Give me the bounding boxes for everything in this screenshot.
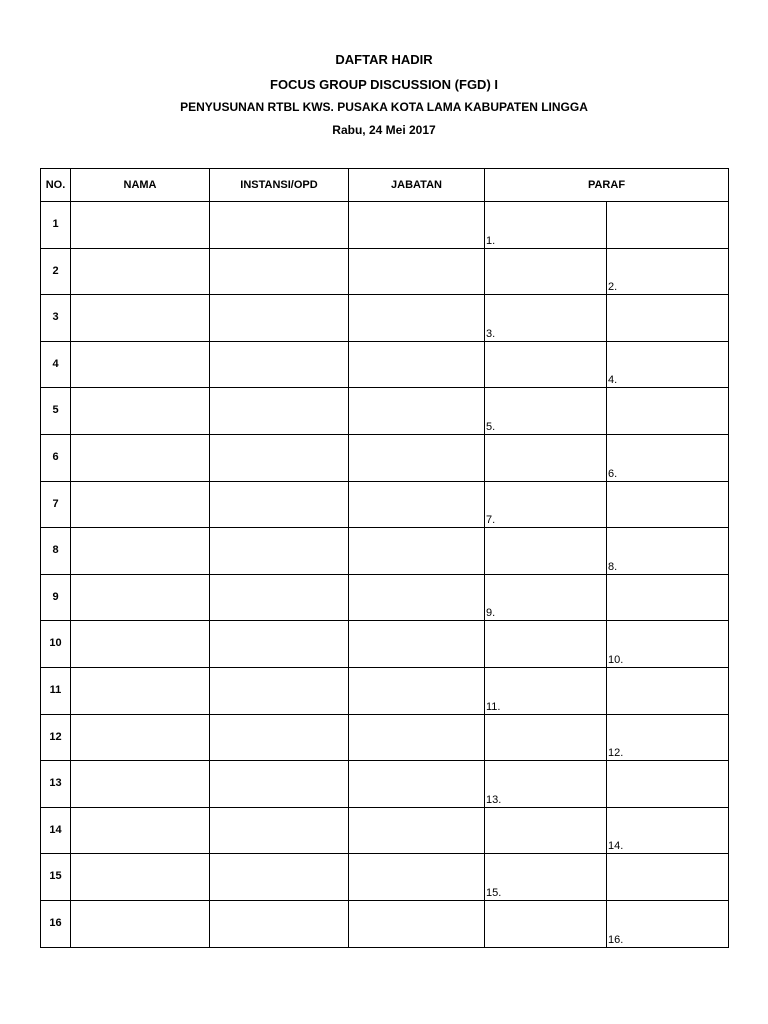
project-name: PENYUSUNAN RTBL KWS. PUSAKA KOTA LAMA KABUPATEN LINGGA (180, 100, 588, 114)
nama-cell[interactable] (71, 202, 210, 249)
paraf-left-cell[interactable] (485, 341, 607, 388)
row-number: 10 (41, 621, 71, 668)
signature-number: 4. (608, 374, 618, 387)
signature-number: 14. (608, 840, 624, 853)
row-number: 4 (41, 341, 71, 388)
row-number: 16 (41, 900, 71, 947)
signature-number: 16. (608, 933, 624, 946)
instansi-cell[interactable] (210, 248, 349, 295)
attendance-table (40, 168, 729, 948)
paraf-right-cell[interactable] (607, 295, 729, 342)
nama-cell[interactable] (71, 900, 210, 947)
nama-cell[interactable] (71, 667, 210, 714)
signature-number: 11. (486, 700, 501, 713)
paraf-right-cell[interactable] (607, 900, 729, 947)
nama-cell[interactable] (71, 388, 210, 435)
nama-cell[interactable] (71, 714, 210, 761)
paraf-right-cell[interactable] (607, 761, 729, 808)
instansi-cell[interactable] (210, 854, 349, 901)
instansi-cell[interactable] (210, 295, 349, 342)
table-row (41, 481, 729, 528)
row-number: 12 (41, 714, 71, 761)
column-header-jabatan: JABATAN (349, 169, 485, 202)
column-header-nama: NAMA (71, 169, 210, 202)
row-number: 1 (41, 202, 71, 249)
paraf-right-cell[interactable] (607, 574, 729, 621)
jabatan-cell[interactable] (349, 761, 485, 808)
jabatan-cell[interactable] (349, 295, 485, 342)
paraf-left-cell[interactable] (485, 900, 607, 947)
table-row (41, 900, 729, 947)
signature-number: 7. (486, 514, 496, 527)
signature-number: 6. (608, 467, 618, 480)
nama-cell[interactable] (71, 341, 210, 388)
paraf-right-cell[interactable] (607, 388, 729, 435)
jabatan-cell[interactable] (349, 202, 485, 249)
paraf-right-cell[interactable] (607, 248, 729, 295)
table-row (41, 621, 729, 668)
table-row (41, 248, 729, 295)
paraf-left-cell[interactable] (485, 807, 607, 854)
signature-number: 9. (486, 607, 496, 620)
nama-cell[interactable] (71, 621, 210, 668)
row-number: 13 (41, 761, 71, 808)
paraf-right-cell[interactable] (607, 667, 729, 714)
paraf-left-cell[interactable] (485, 295, 607, 342)
paraf-left-cell[interactable] (485, 854, 607, 901)
column-header-paraf: PARAF (485, 169, 729, 202)
event-date: Rabu, 24 Mei 2017 (332, 123, 436, 137)
paraf-left-cell[interactable] (485, 248, 607, 295)
paraf-left-cell[interactable] (485, 714, 607, 761)
jabatan-cell[interactable] (349, 714, 485, 761)
document-title: DAFTAR HADIR (335, 52, 433, 67)
instansi-cell[interactable] (210, 388, 349, 435)
jabatan-cell[interactable] (349, 621, 485, 668)
row-number: 15 (41, 854, 71, 901)
paraf-left-cell[interactable] (485, 528, 607, 575)
paraf-right-cell[interactable] (607, 341, 729, 388)
instansi-cell[interactable] (210, 481, 349, 528)
instansi-cell[interactable] (210, 714, 349, 761)
table-row (41, 574, 729, 621)
paraf-left-cell[interactable] (485, 574, 607, 621)
jabatan-cell[interactable] (349, 667, 485, 714)
table-row (41, 854, 729, 901)
row-number: 3 (41, 295, 71, 342)
signature-number: 12. (608, 747, 624, 760)
nama-cell[interactable] (71, 807, 210, 854)
jabatan-cell[interactable] (349, 481, 485, 528)
instansi-cell[interactable] (210, 761, 349, 808)
signature-number: 13. (486, 793, 502, 806)
row-number: 8 (41, 528, 71, 575)
table-row (41, 295, 729, 342)
paraf-left-cell[interactable] (485, 202, 607, 249)
row-number: 11 (41, 667, 71, 714)
row-number: 7 (41, 481, 71, 528)
nama-cell[interactable] (71, 761, 210, 808)
instansi-cell[interactable] (210, 900, 349, 947)
instansi-cell[interactable] (210, 528, 349, 575)
row-number: 2 (41, 248, 71, 295)
jabatan-cell[interactable] (349, 900, 485, 947)
instansi-cell[interactable] (210, 434, 349, 481)
table-row (41, 714, 729, 761)
paraf-right-cell[interactable] (607, 434, 729, 481)
document-subtitle: FOCUS GROUP DISCUSSION (FGD) I (270, 77, 498, 92)
row-number: 6 (41, 434, 71, 481)
column-header-instansi: INSTANSI/OPD (210, 169, 349, 202)
row-number: 5 (41, 388, 71, 435)
jabatan-cell[interactable] (349, 574, 485, 621)
paraf-right-cell[interactable] (607, 854, 729, 901)
paraf-right-cell[interactable] (607, 621, 729, 668)
jabatan-cell[interactable] (349, 807, 485, 854)
signature-number: 10. (608, 653, 624, 666)
table-row (41, 434, 729, 481)
paraf-right-cell[interactable] (607, 807, 729, 854)
paraf-right-cell[interactable] (607, 202, 729, 249)
paraf-left-cell[interactable] (485, 667, 607, 714)
instansi-cell[interactable] (210, 621, 349, 668)
table-row (41, 667, 729, 714)
table-row (41, 341, 729, 388)
signature-number: 8. (608, 560, 618, 573)
nama-cell[interactable] (71, 528, 210, 575)
nama-cell[interactable] (71, 295, 210, 342)
nama-cell[interactable] (71, 574, 210, 621)
paraf-right-cell[interactable] (607, 481, 729, 528)
column-header-no: NO. (41, 169, 71, 202)
paraf-left-cell[interactable] (485, 388, 607, 435)
jabatan-cell[interactable] (349, 854, 485, 901)
table-row (41, 388, 729, 435)
signature-number: 3. (486, 327, 496, 340)
instansi-cell[interactable] (210, 807, 349, 854)
jabatan-cell[interactable] (349, 341, 485, 388)
signature-number: 5. (486, 420, 496, 433)
paraf-left-cell[interactable] (485, 481, 607, 528)
table-row (41, 528, 729, 575)
table-header-row (41, 169, 729, 202)
nama-cell[interactable] (71, 248, 210, 295)
table-row (41, 202, 729, 249)
instansi-cell[interactable] (210, 574, 349, 621)
table-row (41, 761, 729, 808)
jabatan-cell[interactable] (349, 528, 485, 575)
paraf-right-cell[interactable] (607, 714, 729, 761)
paraf-left-cell[interactable] (485, 761, 607, 808)
jabatan-cell[interactable] (349, 248, 485, 295)
nama-cell[interactable] (71, 854, 210, 901)
nama-cell[interactable] (71, 434, 210, 481)
jabatan-cell[interactable] (349, 434, 485, 481)
row-number: 9 (41, 574, 71, 621)
jabatan-cell[interactable] (349, 388, 485, 435)
paraf-left-cell[interactable] (485, 621, 607, 668)
signature-number: 1. (486, 234, 496, 247)
table-row (41, 807, 729, 854)
signature-number: 15. (486, 886, 502, 899)
row-number: 14 (41, 807, 71, 854)
nama-cell[interactable] (71, 481, 210, 528)
signature-number: 2. (608, 281, 618, 294)
paraf-right-cell[interactable] (607, 528, 729, 575)
instansi-cell[interactable] (210, 202, 349, 249)
paraf-left-cell[interactable] (485, 434, 607, 481)
instansi-cell[interactable] (210, 341, 349, 388)
instansi-cell[interactable] (210, 667, 349, 714)
